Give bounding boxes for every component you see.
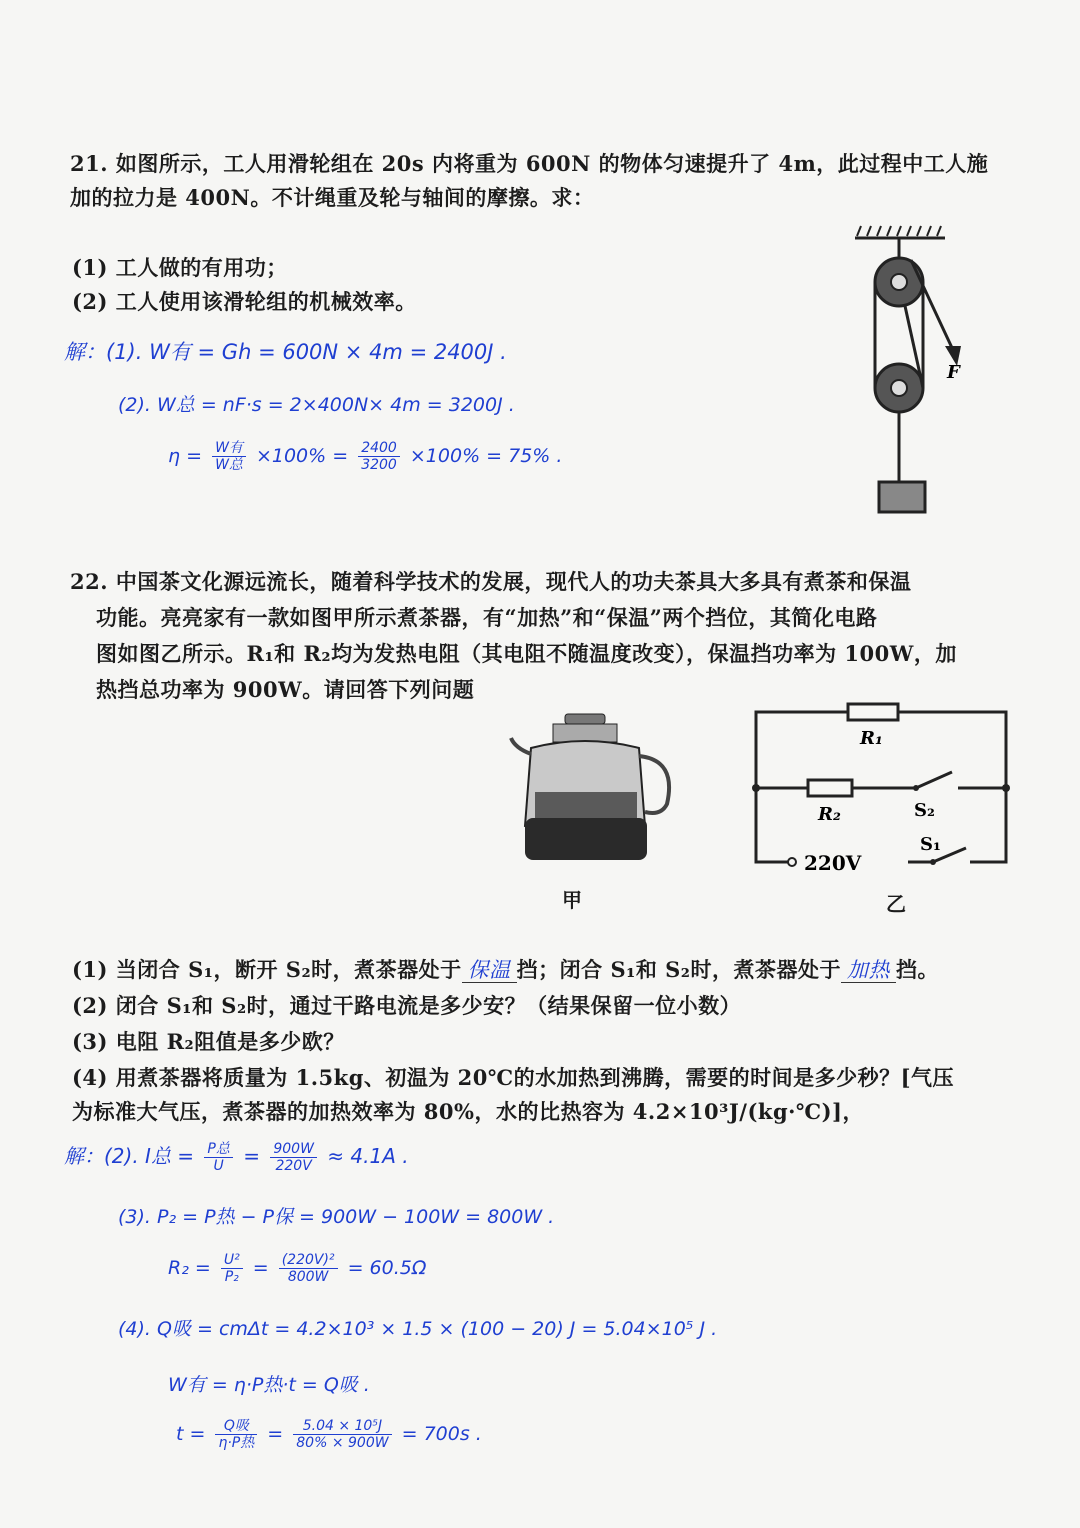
- q21-eta-prefix: η =: [168, 445, 203, 467]
- q22-a2-prefix: 解：(2). I总 =: [64, 1144, 195, 1168]
- q22-line-3: 图如图乙所示。R₁和 R₂均为发热电阻（其电阻不随温度改变），保温挡功率为 100W，加: [96, 641, 957, 666]
- q21-sub-1: (1) 工人做的有用功；: [72, 255, 288, 280]
- q22-a2-frac-2-num: 900W: [270, 1141, 317, 1158]
- q22-sub-2: (2) 闭合 S₁和 S₂时，通过干路电流是多少安？（结果保留一位小数）: [72, 993, 742, 1018]
- q22-line-1: 22. 中国茶文化源远流长，随着科学技术的发展，现代人的功夫茶具大多具有煮茶和保温: [70, 569, 912, 594]
- q21-sub-2: (2) 工人使用该滑轮组的机械效率。: [72, 289, 417, 314]
- circuit-diagram: [748, 700, 1018, 880]
- q22-answer-4-line-1: (4). Q吸 = cmΔt = 4.2×10³ × 1.5 × (100 − 20) J = 5.04×10⁵ J .: [118, 1318, 718, 1340]
- q22-answer-4-line-3: [176, 1418, 482, 1451]
- q22-a2-frac-2-den: 220V: [275, 1158, 312, 1174]
- q22-a3-frac-1: [221, 1252, 243, 1285]
- q22-line-2: 功能。亮亮家有一款如图甲所示煮茶器，有“加热”和“保温”两个挡位，其简化电路: [96, 605, 878, 630]
- r2-label: R₂: [818, 804, 841, 825]
- q21-frac-2-den: 3200: [361, 457, 397, 473]
- q21-frac-1-den: W总: [215, 457, 243, 473]
- q22-a4-frac-2-den: 80% × 900W: [296, 1435, 389, 1451]
- tea-kettle-figure: [505, 708, 695, 878]
- q22-a4-frac-1-den: η·P热: [218, 1435, 255, 1451]
- q22-a4-frac-2-num: 5.04 × 10⁵J: [293, 1418, 391, 1435]
- q22-a2-frac-1-den: U: [213, 1158, 224, 1174]
- q21-line-1: 21. 如图所示，工人用滑轮组在 20s 内将重为 600N 的物体匀速提升了 4m，此过程中工人施: [70, 151, 989, 176]
- q22-sub-3: (3) 电阻 R₂阻值是多少欧？: [72, 1029, 345, 1054]
- q22-a4-suffix: = 700s .: [401, 1423, 482, 1445]
- fill-answer-heating: 加热: [841, 958, 896, 983]
- voltage-label: 220V: [804, 851, 862, 875]
- q21-frac-1-num: W有: [212, 440, 246, 457]
- q22-a3-frac-2: [279, 1252, 338, 1285]
- q21-answer-3: [168, 440, 562, 473]
- q22-sub-1-a: (1) 当闭合 S₁，断开 S₂时，煮茶器处于: [72, 957, 462, 982]
- q22-a2-suffix: ≈ 4.1A .: [327, 1144, 409, 1168]
- q22-a4-eq: =: [267, 1423, 284, 1445]
- q22-a4-frac-1: [215, 1418, 257, 1451]
- q22-sub-1-c: 挡。: [896, 957, 940, 982]
- q21-line-2: 加的拉力是 400N。不计绳重及轮与轴间的摩擦。求：: [70, 185, 595, 210]
- q22-a2-frac-1: [204, 1141, 232, 1174]
- q22-a3-prefix: R₂ =: [168, 1257, 211, 1279]
- q22-answer-4-line-2: W有 = η·P热·t = Q吸 .: [168, 1374, 370, 1396]
- q22-a3-eq: =: [252, 1257, 269, 1279]
- q22-a3-frac-1-den: P₂: [224, 1269, 239, 1285]
- q22-sub-4b: 为标准大气压，煮茶器的加热效率为 80%，水的比热容为 4.2×10³J/(kg·℃)]，: [72, 1099, 864, 1124]
- ceiling-hatch: [857, 226, 941, 236]
- q21-eta-mid: ×100% =: [255, 445, 349, 467]
- q22-sub-1-b: 挡；闭合 S₁和 S₂时，煮茶器处于: [516, 957, 842, 982]
- load-block: [879, 482, 925, 512]
- figure-yi-label: 乙: [886, 892, 906, 916]
- q22-a3-frac-2-den: 800W: [287, 1269, 329, 1285]
- q21-frac-1: [212, 440, 246, 473]
- fill-answer-keep-warm: 保温: [462, 958, 517, 983]
- force-label: F: [947, 362, 960, 383]
- q22-a2-eq: =: [243, 1144, 260, 1168]
- q22-line-4: 热挡总功率为 900W。请回答下列问题: [96, 677, 475, 702]
- q22-sub-4a: (4) 用煮茶器将质量为 1.5kg、初温为 20℃的水加热到沸腾，需要的时间是多少秒？[气压: [72, 1065, 955, 1090]
- q22-answer-3-line-1: (3). P₂ = P热 − P保 = 900W − 100W = 800W .: [118, 1206, 555, 1228]
- switch-s2: [916, 772, 952, 788]
- q22-a2-frac-2: [270, 1141, 317, 1174]
- q21-answer-2: (2). W总 = nF·s = 2×400N× 4m = 3200J .: [118, 394, 515, 416]
- q22-answer-3-line-2: [168, 1252, 426, 1285]
- q22-a4-prefix: t =: [176, 1423, 206, 1445]
- kettle-base: [525, 818, 647, 860]
- power-terminal: [788, 858, 796, 866]
- q22-a2-frac-1-num: P总: [204, 1141, 232, 1158]
- q21-eta-suffix: ×100% = 75% .: [409, 445, 563, 467]
- figure-jia-label: 甲: [562, 888, 582, 912]
- kettle-spout: [511, 738, 531, 754]
- q22-a3-frac-1-num: U²: [221, 1252, 243, 1269]
- q22-a4-frac-1-num: Q吸: [215, 1418, 257, 1435]
- q22-a3-frac-2-num: (220V)²: [279, 1252, 338, 1269]
- q22-a4-frac-2: [293, 1418, 391, 1451]
- resistor-r1: [848, 704, 898, 720]
- q22-sub-1: [72, 954, 939, 984]
- s2-label: S₂: [914, 800, 935, 821]
- q22-answer-2: [64, 1140, 409, 1174]
- q21-frac-2-num: 2400: [358, 440, 400, 457]
- q21-frac-2: [358, 440, 400, 473]
- pulley-figure: [835, 220, 995, 520]
- s1-label: S₁: [920, 834, 941, 855]
- q22-a3-suffix: = 60.5Ω: [347, 1257, 427, 1279]
- r1-label: R₁: [860, 728, 883, 749]
- q21-answer-1: 解：(1). W有 = Gh = 600N × 4m = 2400J .: [64, 340, 507, 364]
- resistor-r2: [808, 780, 852, 796]
